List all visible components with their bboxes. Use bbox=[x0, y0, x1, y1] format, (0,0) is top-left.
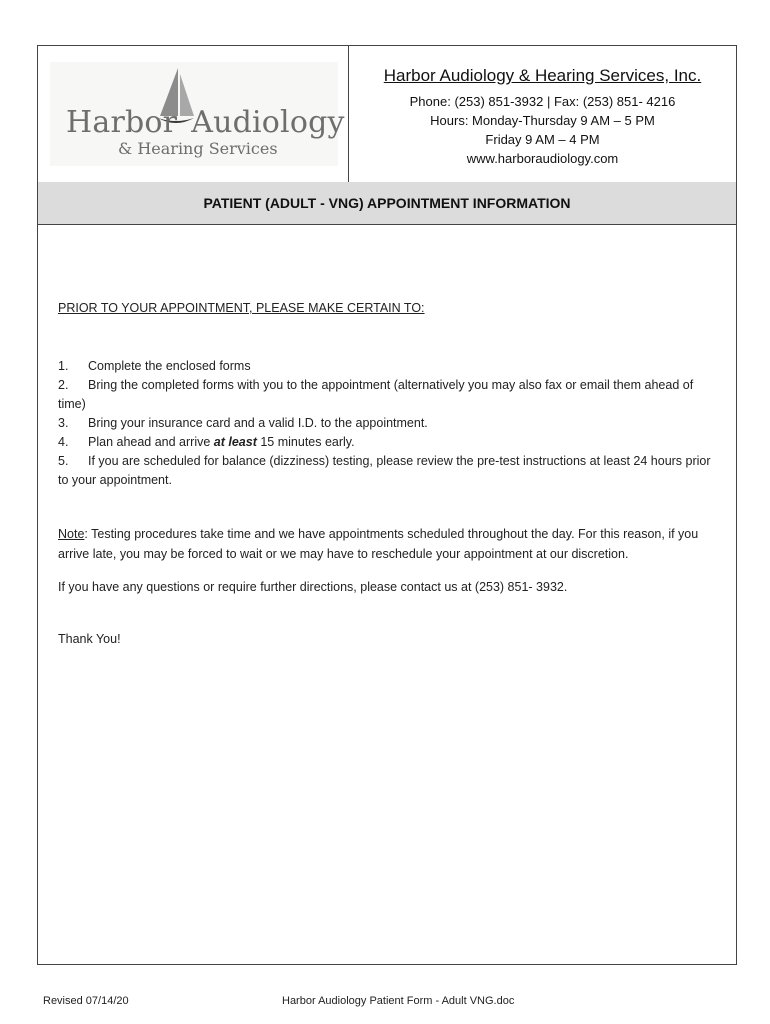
note-paragraph: Note: Testing procedures take time and we have appointments scheduled throughout the day. For this reason, if you arrive late, you may be forced to wait or we may have to reschedule your appointment at our discretion. bbox=[58, 527, 699, 561]
contact-cell bbox=[349, 46, 736, 182]
thank-you: Thank You! bbox=[58, 632, 121, 646]
hours-weekday: Hours: Monday-Thursday 9 AM – 5 PM bbox=[430, 113, 655, 128]
list-item: 1. Complete the enclosed forms bbox=[58, 359, 251, 373]
logo-wordmark: Harbor Audiology bbox=[66, 105, 345, 140]
website-link[interactable]: www.harboraudiology.com bbox=[466, 151, 619, 166]
prior-heading: PRIOR TO YOUR APPOINTMENT, PLEASE MAKE CERTAIN TO: bbox=[58, 301, 425, 315]
phone-fax: Phone: (253) 851-3932 | Fax: (253) 851- 4216 bbox=[409, 94, 676, 109]
header-row bbox=[38, 46, 736, 183]
instructions-body bbox=[58, 301, 723, 646]
logo-subtitle: & Hearing Services bbox=[118, 139, 278, 158]
company-logo bbox=[50, 62, 345, 166]
revised-date: Revised 07/14/20 bbox=[43, 995, 129, 1007]
questions-paragraph: If you have any questions or require further directions, please contact us at (253) 851- 3932. bbox=[58, 580, 568, 594]
list-item: 5. If you are scheduled for balance (dizziness) testing, please review the pre-test instructions at least 24 hours prior to your appointment. bbox=[58, 454, 711, 487]
form-frame bbox=[37, 45, 737, 965]
list-item: 3. Bring your insurance card and a valid I.D. to the appointment. bbox=[58, 416, 428, 430]
logo-cell bbox=[38, 46, 349, 182]
hours-friday: Friday 9 AM – 4 PM bbox=[485, 132, 600, 147]
list-item: 4. Plan ahead and arrive at least 15 minutes early. bbox=[58, 435, 355, 449]
instructions-list bbox=[58, 357, 723, 490]
list-item: 2. Bring the completed forms with you to the appointment (alternatively you may also fax or email them ahead of time) bbox=[58, 378, 694, 411]
company-name: Harbor Audiology & Hearing Services, Inc. bbox=[383, 66, 702, 85]
emphasis-text: at least bbox=[213, 435, 257, 449]
document-name: Harbor Audiology Patient Form - Adult VNG.doc bbox=[282, 995, 515, 1007]
note-label: Note bbox=[58, 527, 85, 541]
page-title: PATIENT (ADULT - VNG) APPOINTMENT INFORMATION bbox=[38, 182, 736, 225]
